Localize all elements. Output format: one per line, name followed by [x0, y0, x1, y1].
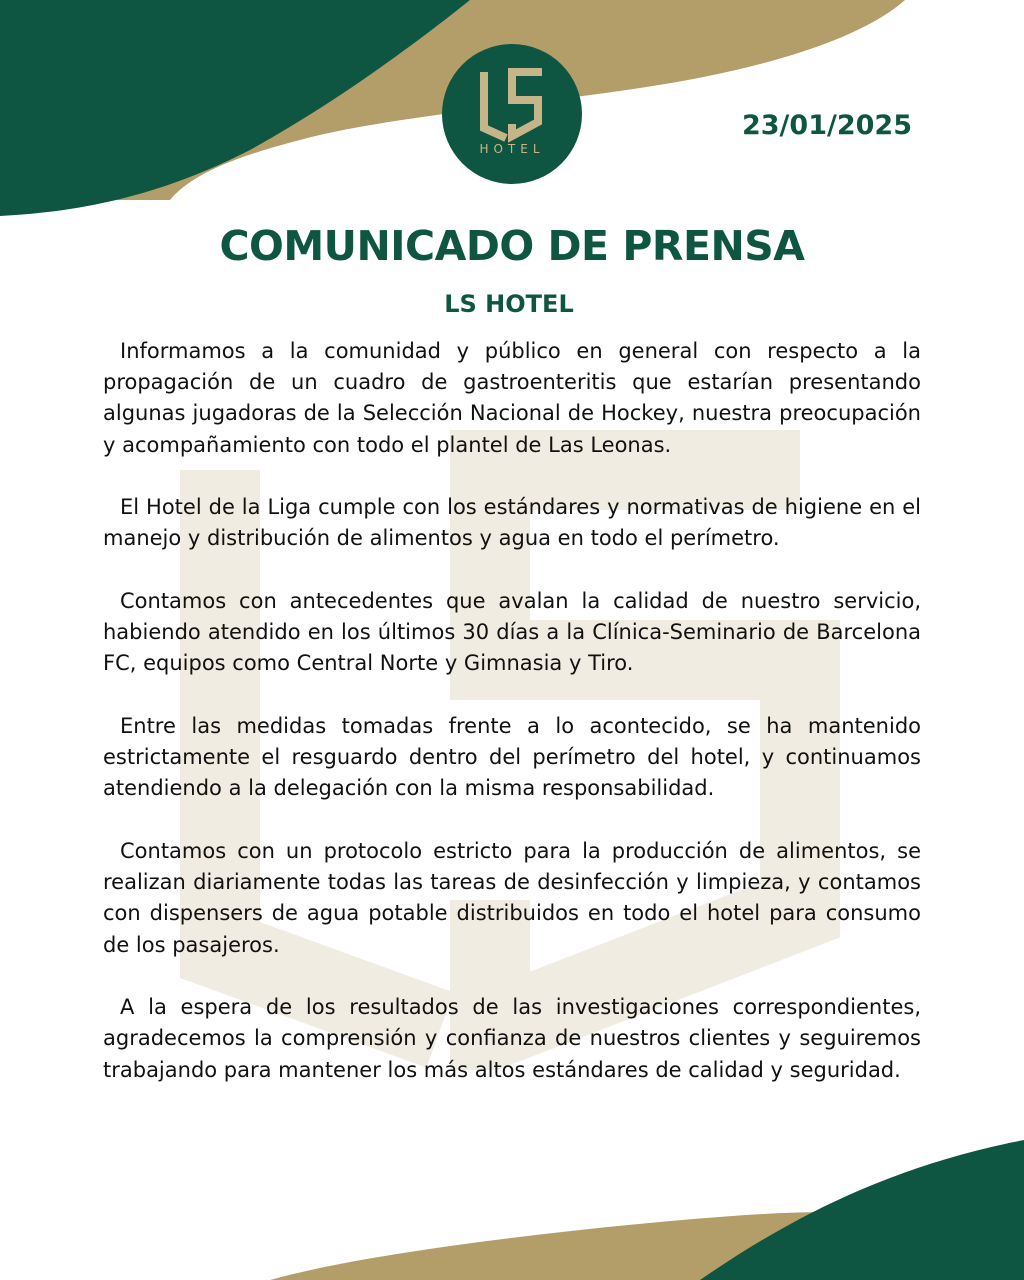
page-title: COMUNICADO DE PRENSA [219, 222, 805, 270]
release-date: 23/01/2025 [741, 110, 912, 141]
page-subtitle: LS HOTEL [444, 290, 574, 318]
ls-monogram-icon [476, 64, 548, 146]
paragraph: Contamos con un protocolo estricto para la producción de alimentos, se realizan diariamente todas las tareas de desinfección y limpieza, y contamos con dispensers de agua potable distribuidos en todo el hotel para consumo de los pasajeros. [103, 839, 921, 957]
paragraph: Contamos con antecedentes que avalan la calidad de nuestro servicio, habiendo atendido en los últimos 30 días a la Clínica-Seminario de Barcelona FC, equipos como Central Norte y Gimnasia y Tiro. [103, 589, 921, 676]
paragraph: Informamos a la comunidad y público en general con respecto a la propagación de un cuadro de gastroenteritis que estarían presentando algunas jugadoras de la Selección Nacional de Hockey, nuestra preocupación y acompañamiento con todo el plantel de Las Leonas. [103, 339, 921, 457]
paragraph: El Hotel de la Liga cumple con los estándares y normativas de higiene en el manejo y distribución de alimentos y agua en todo el perímetro. [103, 495, 921, 551]
logo-hotel-text: HOTEL [479, 142, 545, 156]
paragraph: A la espera de los resultados de las investigaciones correspondientes, agradecemos la comprensión y confianza de nuestros clientes y seguiremos trabajando para mantener los más altos estándares de calidad y seguridad. [103, 995, 921, 1082]
press-release-body [103, 336, 921, 1117]
hotel-logo [442, 44, 582, 184]
bottom-green-wave [700, 1140, 1024, 1280]
paragraph: Entre las medidas tomadas frente a lo acontecido, se ha mantenido estrictamente el resguardo dentro del perímetro del hotel, y continuamos atendiendo a la delegación con la misma responsabilidad. [103, 714, 921, 801]
